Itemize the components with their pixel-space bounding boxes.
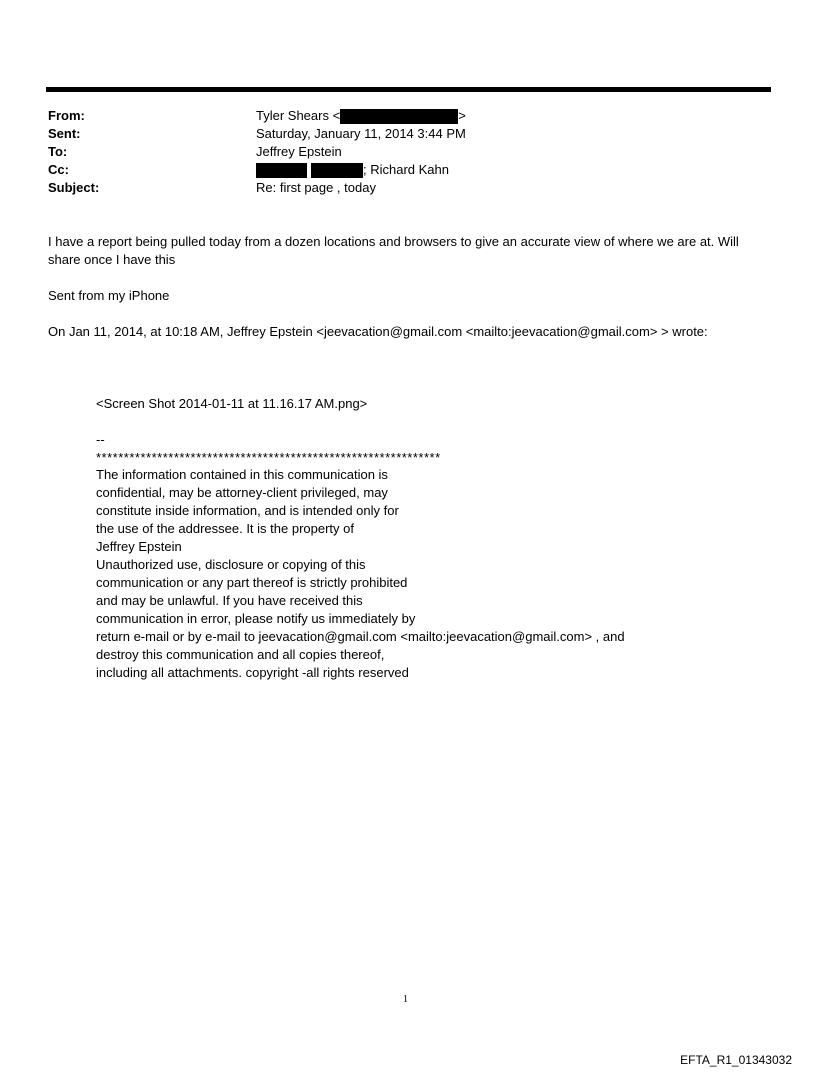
cc-names: ; Richard Kahn bbox=[363, 162, 449, 177]
body-line: share once I have this bbox=[48, 252, 176, 267]
from-row bbox=[48, 107, 466, 125]
subject-label: Subject: bbox=[48, 180, 100, 195]
attachment-placeholder: <Screen Shot 2014-01-11 at 11.16.17 AM.png> bbox=[96, 396, 368, 411]
subject-value: Re: first page , today bbox=[256, 180, 376, 195]
cc-label: Cc: bbox=[48, 162, 69, 177]
cc-row bbox=[48, 161, 466, 179]
from-label: From: bbox=[48, 108, 85, 123]
header-rule bbox=[46, 87, 771, 92]
document-id: EFTA_R1_01343032 bbox=[680, 1053, 792, 1067]
subject-row bbox=[48, 179, 466, 197]
from-value bbox=[256, 107, 466, 125]
confidentiality-disclaimer bbox=[96, 466, 625, 682]
disclaimer-line: including all attachments. copyright -all rights reserved bbox=[96, 665, 409, 680]
signature-line: Sent from my iPhone bbox=[48, 288, 170, 303]
disclaimer-line: communication or any part thereof is strictly prohibited bbox=[96, 575, 408, 590]
to-label: To: bbox=[48, 144, 68, 159]
disclaimer-line: Unauthorized use, disclosure or copying of this bbox=[96, 557, 366, 572]
asterisk-divider: ************************************************************** bbox=[96, 450, 441, 465]
disclaimer-line: confidential, may be attorney-client privileged, may bbox=[96, 485, 388, 500]
cc-value bbox=[256, 161, 449, 179]
quote-intro: On Jan 11, 2014, at 10:18 AM, Jeffrey Epstein <jeevacation@gmail.com <mailto:jeevacation@gmail.com> > wrote: bbox=[48, 324, 708, 339]
disclaimer-line: The information contained in this communication is bbox=[96, 467, 388, 482]
disclaimer-line: communication in error, please notify us immediately by bbox=[96, 611, 416, 626]
page-number: 1 bbox=[403, 994, 408, 1005]
disclaimer-line: and may be unlawful. If you have received this bbox=[96, 593, 363, 608]
redaction-box bbox=[256, 163, 307, 178]
from-name: Tyler Shears < bbox=[256, 108, 341, 123]
disclaimer-line: return e-mail or by e-mail to jeevacation@gmail.com <mailto:jeevacation@gmail.com> , and bbox=[96, 629, 625, 644]
disclaimer-line: constitute inside information, and is intended only for bbox=[96, 503, 399, 518]
disclaimer-line: the use of the addressee. It is the property of bbox=[96, 521, 354, 536]
from-close: > bbox=[458, 108, 466, 123]
sent-row bbox=[48, 125, 466, 143]
sent-label: Sent: bbox=[48, 126, 81, 141]
redaction-box bbox=[311, 163, 363, 178]
to-row bbox=[48, 143, 466, 161]
disclaimer-line: Jeffrey Epstein bbox=[96, 539, 182, 554]
sent-value: Saturday, January 11, 2014 3:44 PM bbox=[256, 126, 466, 141]
message-body bbox=[48, 233, 739, 269]
signature-separator: -- bbox=[96, 432, 105, 447]
redaction-box bbox=[340, 109, 458, 124]
body-line: I have a report being pulled today from a dozen locations and browsers to give an accurate view of where we are at. Will bbox=[48, 234, 739, 249]
disclaimer-line: destroy this communication and all copies thereof, bbox=[96, 647, 385, 662]
to-value: Jeffrey Epstein bbox=[256, 144, 342, 159]
email-header-block bbox=[48, 107, 466, 197]
